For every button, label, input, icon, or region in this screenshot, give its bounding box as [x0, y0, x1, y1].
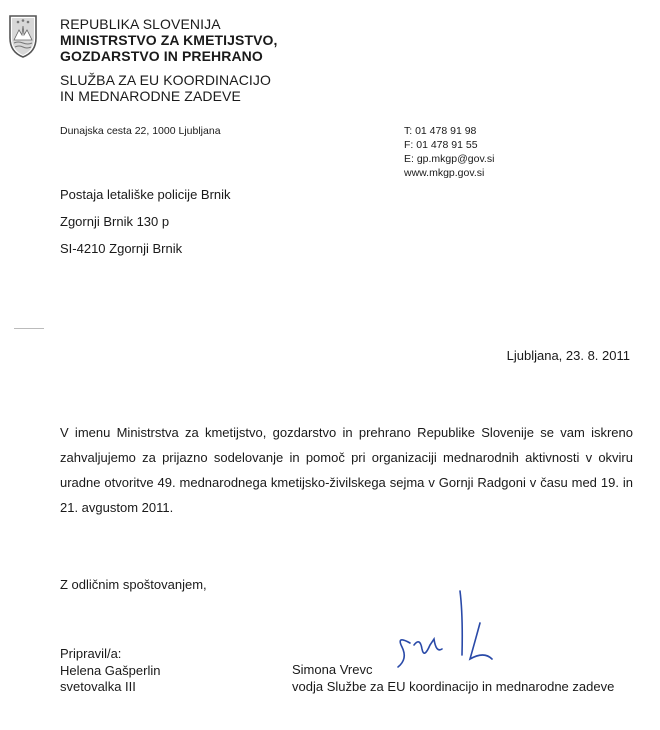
recipient-name: Postaja letališke policije Brnik	[60, 187, 231, 202]
letterhead-ministry-line1: MINISTRSTVO ZA KMETIJSTVO,	[60, 32, 278, 48]
signatory-role: vodja Službe za EU koordinacijo in mednarodne zadeve	[292, 678, 615, 694]
letterhead-republic: REPUBLIKA SLOVENIJA	[60, 16, 221, 32]
prepared-role: svetovalka III	[60, 679, 136, 694]
closing: Z odličnim spoštovanjem,	[60, 577, 207, 592]
coat-of-arms-icon	[8, 14, 38, 58]
contact-email: E: gp.mkgp@gov.si	[404, 153, 495, 165]
fold-mark	[14, 328, 44, 329]
date-line: Ljubljana, 23. 8. 2011	[506, 348, 630, 363]
recipient-street: Zgornji Brnik 130 p	[60, 214, 170, 229]
recipient-city: SI-4210 Zgornji Brnik	[60, 241, 183, 256]
letterhead-service-line2: IN MEDNARODNE ZADEVE	[60, 88, 241, 104]
prepared-name: Helena Gašperlin	[60, 662, 161, 678]
signatory-block	[292, 662, 614, 695]
contact-web: www.mkgp.gov.si	[404, 167, 485, 179]
letterhead-ministry-line2: GOZDARSTVO IN PREHRANO	[60, 48, 263, 64]
letter-body: V imenu Ministrstva za kmetijstvo, gozdarstvo in prehrano Republike Slovenije se vam iskreno zahvaljujemo za prijazno sodelovanje in pomoč pri organizaciji mednarodnih aktivnosti v okviru uradne otvoritve 49. mednarodnega kmetijsko-živilskega sejma v Gornji Radgoni v času med 19. in 21. avgustom 2011.	[60, 425, 633, 515]
sender-address: Dunajska cesta 22, 1000 Ljubljana	[60, 125, 221, 137]
prepared-by-block	[60, 646, 160, 696]
contact-phone: T: 01 478 91 98	[404, 125, 477, 137]
contact-fax: F: 01 478 91 55	[404, 139, 478, 151]
contact-block	[404, 124, 494, 180]
prepared-label: Pripravil/a:	[60, 646, 122, 661]
letterhead-service-line1: SLUŽBA ZA EU KOORDINACIJO	[60, 72, 271, 88]
signatory-name: Simona Vrevc	[292, 662, 373, 677]
